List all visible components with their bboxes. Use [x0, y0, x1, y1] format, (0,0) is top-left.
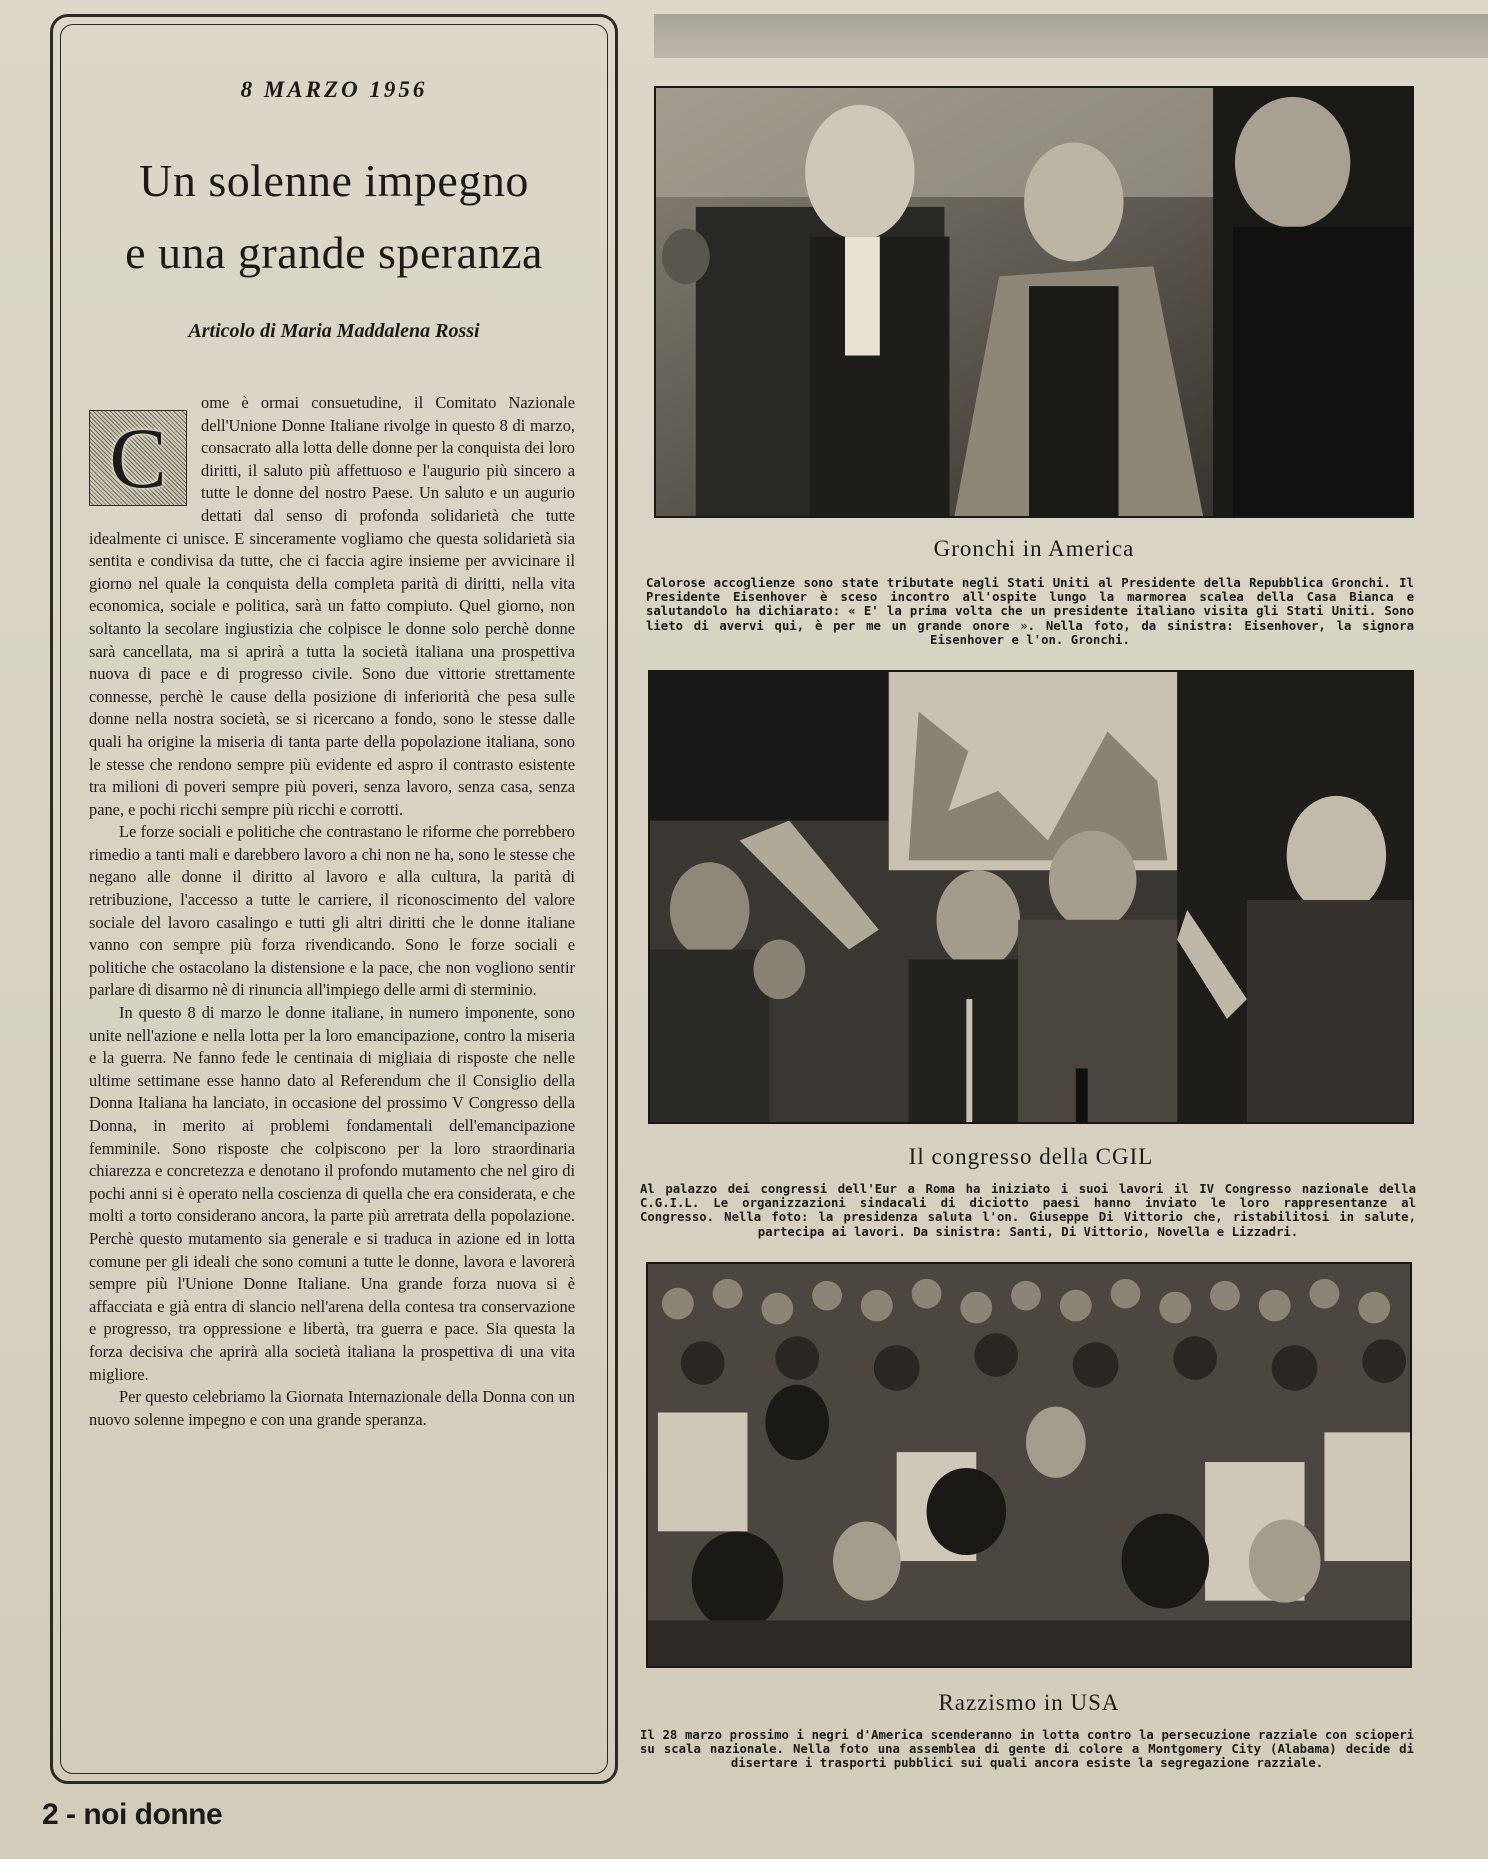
photo-2-caption: Al palazzo dei congressi dell'Eur a Roma ha iniziato i suoi lavori il IV Congresso nazionale della C.G.I.L. Le organizzazioni sindacali di diciotto paesi hanno inviato le loro rappresentanze al Congresso. Nella foto: la presidenza saluta l'on. Giuseppe Di Vittorio che, ristabilitosi in salute, partecipa ai lavori. Da sinistra: Santi, Di Vittorio, Novella e Lizzadri.: [640, 1182, 1416, 1239]
article-paragraph: Per questo celebriamo la Giornata Internazionale della Donna con un nuovo solenne impegno e con una grande speranza.: [89, 1387, 575, 1429]
headline-line-2: e una grande speranza: [125, 227, 543, 278]
photo-3-title: Razzismo in USA: [938, 1690, 1120, 1715]
photo-2-title: Il congresso della CGIL: [908, 1144, 1154, 1169]
article-paragraph: In questo 8 di marzo le donne italiane, in numero imponente, sono unite nell'azione e nella lotta per la loro emancipazione, contro la miseria e la guerra. Ne fanno fede le centinaia di migliaia di risposte che nelle ultime settimane esse hanno dato al Referendum che il Consiglio della Donna Italiana ha lanciato, in occasione del prossimo V Congresso della Donna, in merito ai problemi fondamentali dell'emancipazione femminile. Sono risposte che colpiscono per la loro straordinaria chiarezza e concretezza e denotano il profondo mutamento che nel giro di pochi anni si è operato nella coscienza di quella che era considerata, e che molti a torto considerano ancora, la parte più arretrata della popolazione. Perchè questo mutamento sia generale e si traduca in azione ed in lotta comune per gli ideali che sono comuni a tutte le donne, lavora e lavorerà sempre più l'Unione Donne Italiane. Una grande forza nuova si è affacciata e già entra di slancio nell'arena della contesa tra conservazione e progresso, tra oppressione e libertà, tra guerra e pace. Sia questa la forza decisiva che aprirà alla società italiana la prospettiva di una vita migliore.: [89, 1003, 575, 1384]
photo-3-caption: Il 28 marzo prossimo i negri d'America scenderanno in lotta contro la persecuzione razziale con scioperi su scala nazionale. Nella foto una assemblea di gente di colore a Montgomery City (Alabama) decide di disertare i trasporti pubblici sui quali ancora esiste la segregazione razziale.: [640, 1728, 1414, 1771]
article-headline: [73, 145, 595, 289]
article-paragraph: C ome è ormai consuetudine, il Comitato Nazionale dell'Unione Donne Italiane rivolge in questo 8 di marzo, consacrato alla lotta delle donne per la conquista dei loro diritti, il saluto più affettuoso e l'augurio più sincero a tutte le donne del nostro Paese. Un saluto e un augurio dettati dal senso di profonda solidarietà che tutte idealmente ci unisce. E sinceramente vogliamo che questa solidarietà sia sentita e condivisa da tutte, che ci faccia agire insieme per avvicinare il giorno nel quale la conquista della completa parità di diritti, nella vita economica, sociale e politica, sarà un fatto compiuto. Quel giorno, non soltanto la secolare ingiustizia che colpisce le donne solo perchè donne sarà cancellata, ma si aprirà a tutta la società italiana una prospettiva nuova di pace e di progresso civile. Sono due vittorie strettamente connesse, perchè le cause della posizione di inferiorità che pesa sulle donne nella nostra società, se si ricercano a fondo, sono le stesse dalle quali ha origine la miseria di tanta parte della popolazione italiana, sono le stesse che rendono sempre più evidente ed aspro il contrasto esistente tra milioni di poveri sempre più poveri, senza lavoro, senza casa, senza pane, e pochi ricchi sempre più ricchi e corrotti.: [89, 393, 575, 819]
photo-gronchi-image: [656, 88, 1412, 516]
page-footer-label: 2 - noi donne: [42, 1798, 223, 1831]
headline-line-1: Un solenne impegno: [139, 155, 529, 206]
article-date: 8 MARZO 1956: [240, 77, 428, 102]
drop-cap: C: [89, 410, 187, 506]
photo-racism-in-usa: [646, 1262, 1412, 1668]
photo-gronchi-in-america: [654, 86, 1414, 518]
top-gray-band: [654, 14, 1488, 58]
photo-cgil-congress: [648, 670, 1414, 1124]
photo-montgomery-image: [648, 1264, 1410, 1666]
article-frame: [50, 14, 618, 1784]
photo-1-caption: Calorose accoglienze sono state tributate negli Stati Uniti al Presidente della Repubblica Gronchi. Il Presidente Eisenhover è sceso incontro all'ospite lungo la marmorea scalea della Casa Bianca e salutandolo ha dichiarato: « E' la prima volta che un presidente italiano visita gli Stati Uniti. Sono lieto di avervi qui, è per me un grande onore ». Nella foto, da sinistra: Eisenhover, la signora Eisenhover e l'on. Gronchi.: [646, 576, 1414, 647]
article-paragraph: Le forze sociali e politiche che contrastano le riforme che porrebbero rimedio a tanti mali e darebbero lavoro a chi non ne ha, sono le stesse che negano alle donne il diritto al lavoro e alla cultura, la parità di retribuzione, l'accesso a tutte le carriere, il riconoscimento del valore sociale del lavoro casalingo e tutti gli altri diritti che le donne italiane vanno con sempre più forza rivendicando. Sono le forze sociali e politiche che ostacolano la distensione e la pace, che non vogliono sentir parlare di disarmo nè di rinuncia all'impiego delle armi di sterminio.: [89, 822, 575, 1000]
article-byline: Articolo di Maria Maddalena Rossi: [188, 320, 480, 342]
article-body: [89, 392, 575, 1431]
photo-1-title: Gronchi in America: [933, 536, 1135, 561]
photo-cgil-image: [650, 672, 1412, 1122]
